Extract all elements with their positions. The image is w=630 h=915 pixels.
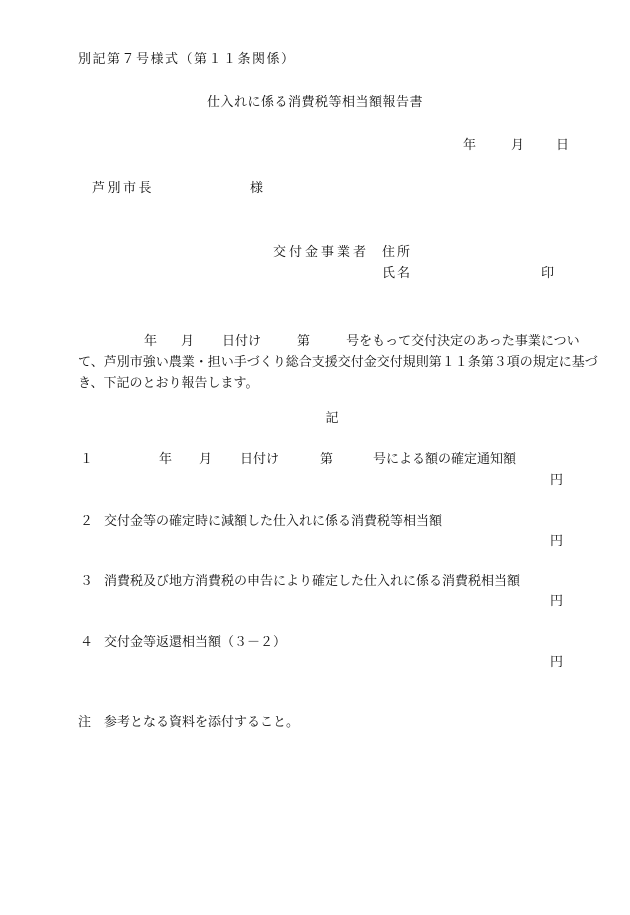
- body-dai: 第: [297, 334, 311, 349]
- ki-label: 記: [325, 411, 339, 426]
- item-unit: 円: [550, 594, 564, 609]
- body-paragraph: [78, 331, 598, 394]
- item-dai: 第: [320, 452, 334, 467]
- item-number: ３: [80, 574, 94, 589]
- body-text: 号をもって交付決定のあった事業について、芦別市強い農業・担い手づくり総合支援交付金交付規則第１１条第３項の規定に基づき、下記のとおり報告します。: [78, 334, 598, 391]
- item-date-suffix: 日付け: [240, 452, 280, 467]
- item-month-label: 月: [199, 452, 213, 467]
- name-label: 氏名: [382, 266, 413, 281]
- date-year-label: 年: [463, 138, 477, 153]
- item-unit: 円: [550, 655, 564, 670]
- seal-label: 印: [541, 266, 555, 281]
- body-month-label: 月: [181, 334, 195, 349]
- item-unit: 円: [550, 473, 564, 488]
- applicant-label: 交付金事業者: [273, 245, 370, 260]
- date-month-label: 月: [511, 138, 525, 153]
- date-day-label: 日: [556, 138, 570, 153]
- item-year-label: 年: [159, 452, 173, 467]
- body-year-label: 年: [144, 334, 158, 349]
- item-text: 号による額の確定通知額: [373, 452, 517, 467]
- addressee-honorific: 様: [250, 181, 264, 196]
- document-title: 仕入れに係る消費税等相当額報告書: [206, 95, 423, 110]
- address-label: 住所: [382, 245, 413, 260]
- item-unit: 円: [550, 534, 564, 549]
- item-number: ２: [80, 514, 94, 529]
- item-number: ４: [80, 635, 94, 650]
- item-text: 消費税及び地方消費税の申告により確定した仕入れに係る消費税相当額: [104, 574, 521, 589]
- item-number: １: [80, 452, 94, 467]
- addressee-name: 芦別市長: [92, 181, 155, 196]
- note: 注 参考となる資料を添付すること。: [78, 715, 300, 730]
- body-date-suffix: 日付け: [222, 334, 262, 349]
- item-text: 交付金等の確定時に減額した仕入れに係る消費税等相当額: [104, 514, 443, 529]
- item-text: 交付金等返還相当額（３－２）: [104, 635, 287, 650]
- form-number: 別記第７号様式（第１１条関係）: [78, 52, 296, 67]
